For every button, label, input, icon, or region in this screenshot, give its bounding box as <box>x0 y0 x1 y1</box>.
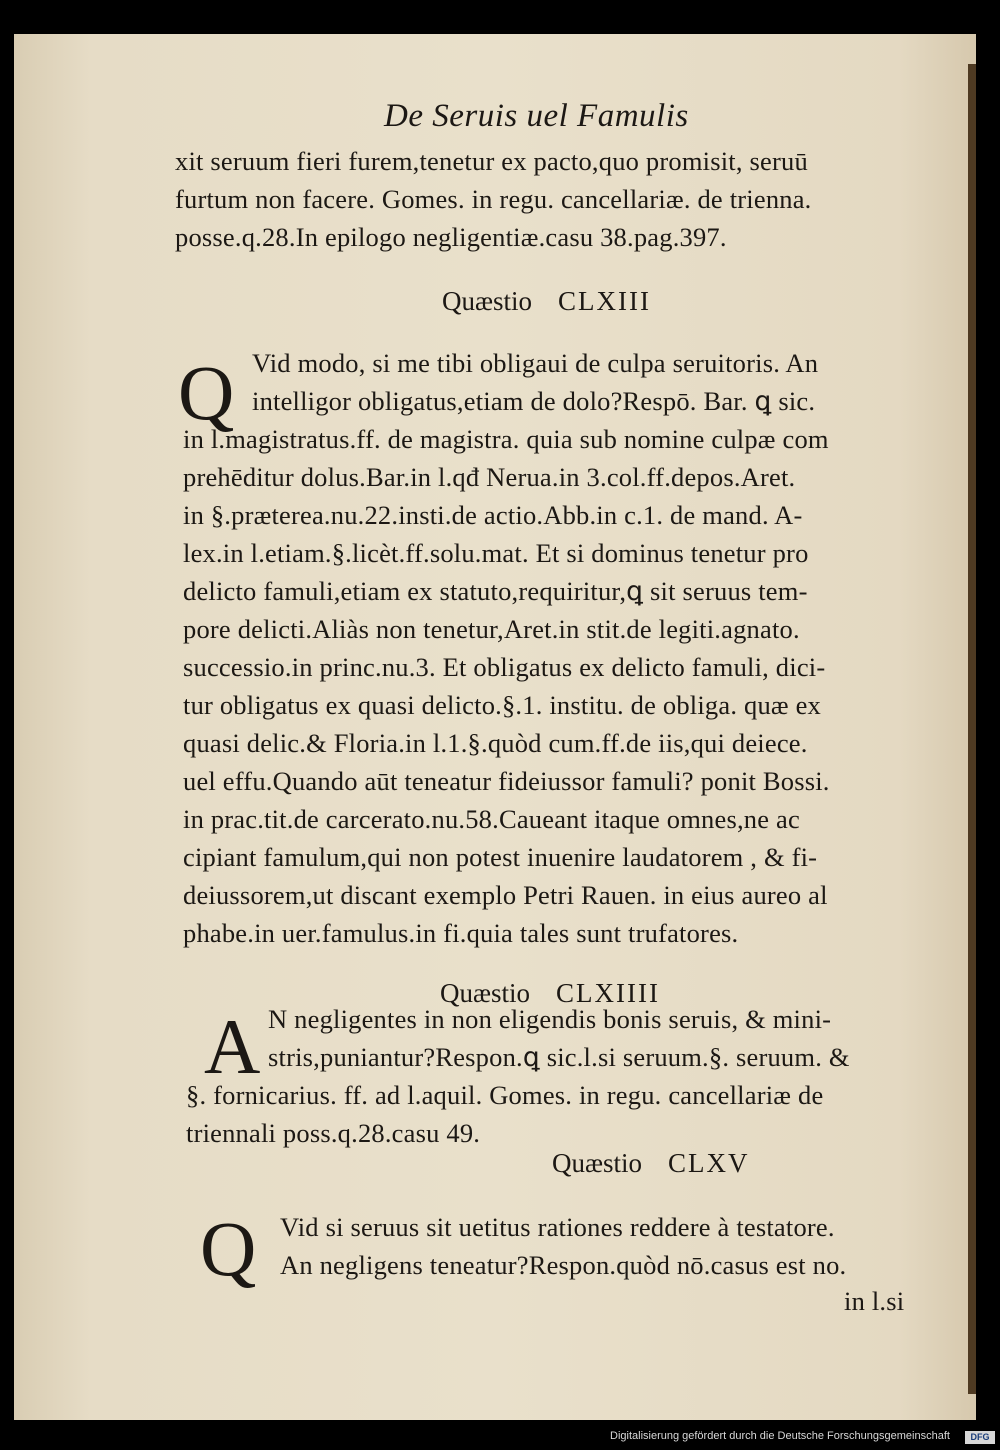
question-heading <box>442 286 651 317</box>
text-line: quasi delic.& Floria.in l.1.§.quòd cum.ff.de iis,qui deiece. <box>183 728 808 758</box>
question-label: Quæstio <box>442 286 533 316</box>
text-line: in prac.tit.de carcerato.nu.58.Caueant itaque omnes,ne ac <box>183 804 800 834</box>
text-line: pore delicti.Aliàs non tenetur,Aret.in stit.de legiti.agnato. <box>183 614 800 644</box>
footer-credit: Digitalisierung gefördert durch die Deutsche Forschungsgemeinschaft <box>610 1430 950 1442</box>
text-line: deiussorem,ut discant exemplo Petri Rauen. in eius aureo al <box>183 880 828 910</box>
question-label: Quæstio <box>440 978 531 1008</box>
text-line: uel effu.Quando aūt teneatur fideiussor famuli? ponit Bossi. <box>183 766 830 796</box>
text-line: phabe.in uer.famulus.in fi.quia tales sunt trufatores. <box>183 918 739 948</box>
text-line: posse.q.28.In epilogo negligentiæ.casu 38.pag.397. <box>175 222 727 252</box>
text-line: stris,puniantur?Respon.ꝗ sic.l.si seruum.§. seruum. & <box>268 1042 850 1072</box>
dfg-logo: DFG <box>965 1431 995 1444</box>
drop-initial: Q <box>200 1205 257 1292</box>
text-line: N negligentes in non eligendis bonis seruis, & mini- <box>268 1004 832 1034</box>
text-line: in §.præterea.nu.22.insti.de actio.Abb.in c.1. de mand. A- <box>183 500 803 530</box>
question-number: CLXV <box>668 1148 750 1178</box>
question-number: CLXIII <box>558 286 652 316</box>
text-line: §. fornicarius. ff. ad l.aquil. Gomes. in regu. cancellariæ de <box>186 1080 824 1110</box>
text-line: An negligens teneatur?Respon.quòd nō.casus est no. <box>280 1250 847 1280</box>
text-line: delicto famuli,etiam ex statuto,requiritur,ꝗ sit seruus tem- <box>183 576 808 606</box>
text-line: Vid modo, si me tibi obligaui de culpa seruitoris. An <box>252 348 819 378</box>
text-line: Vid si seruus sit uetitus rationes reddere à testatore. <box>280 1212 835 1242</box>
text-line: tur obligatus ex quasi delicto.§.1. institu. de obliga. quæ ex <box>183 690 822 720</box>
question-heading <box>552 1148 750 1179</box>
text-line: cipiant famulum,qui non potest inuenire laudatorem , & fi- <box>183 842 818 872</box>
text-line: xit seruum fieri furem,tenetur ex pacto,quo promisit, seruū <box>175 146 808 176</box>
text-line: lex.in l.etiam.§.licèt.ff.solu.mat. Et si dominus tenetur pro <box>183 538 809 568</box>
drop-initial: A <box>204 1003 261 1090</box>
text-line: intelligor obligatus,etiam de dolo?Respō. Bar. ꝗ sic. <box>252 386 816 416</box>
text-line: triennali poss.q.28.casu 49. <box>186 1118 481 1148</box>
drop-initial: Q <box>178 349 235 436</box>
question-label: Quæstio <box>552 1148 643 1178</box>
text-line: in l.magistratus.ff. de magistra. quia sub nomine culpæ com <box>183 424 829 454</box>
catchword: in l.si <box>844 1286 905 1316</box>
text-line: prehēditur dolus.Bar.in l.qđ Nerua.in 3.col.ff.depos.Aret. <box>183 462 796 492</box>
page-edge <box>968 64 976 1394</box>
question-number: CLXIIII <box>556 978 660 1008</box>
text-line: furtum non facere. Gomes. in regu. cancellariæ. de trienna. <box>175 184 812 214</box>
book-page <box>14 34 976 1420</box>
text-line: successio.in princ.nu.3. Et obligatus ex delicto famuli, dici- <box>183 652 826 682</box>
running-title: De Seruis uel Famulis <box>384 98 689 134</box>
